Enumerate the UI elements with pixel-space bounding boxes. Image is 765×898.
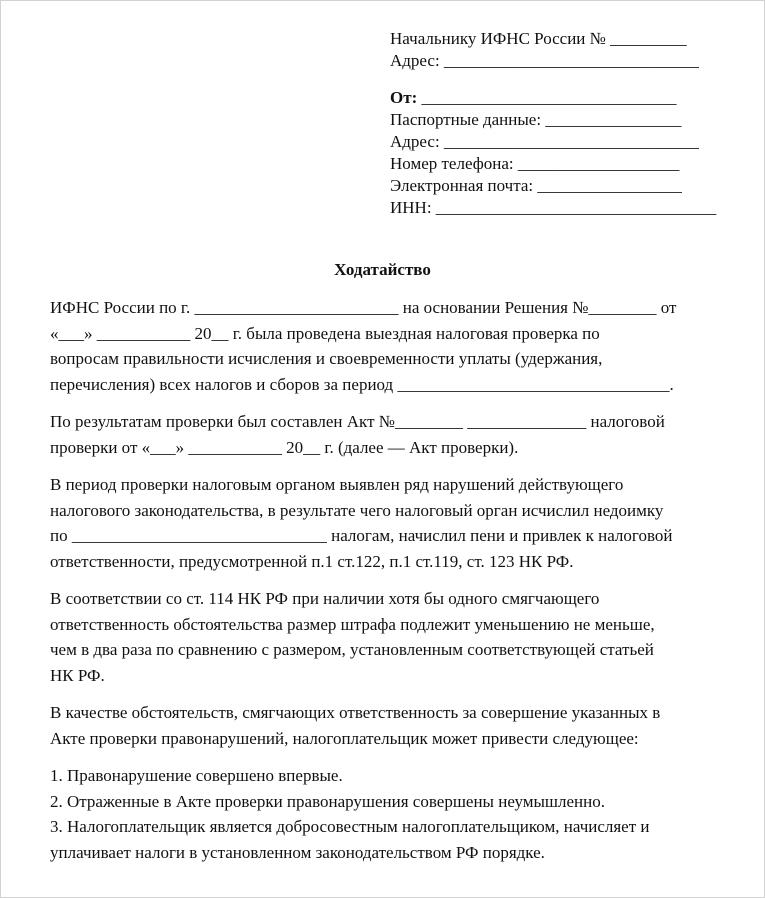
text-segment: налоговой <box>590 412 665 431</box>
paragraph-violations <box>50 472 734 574</box>
addressee-address-line: Адрес: ______________________________ <box>390 51 699 70</box>
list-item-continuation: уплачивает налоги в установленном законодательством РФ порядке. <box>50 842 545 862</box>
addressee-line: Начальнику ИФНС России № _________ <box>390 29 687 48</box>
text-line <box>50 523 734 549</box>
text-line: чем в два раза по сравнению с размером, установленным соответствующей статьей <box>50 640 654 659</box>
text-line: перечисления) всех налогов и сборов за период ________________________________. <box>50 374 674 394</box>
text-line: проверки от «___» ___________ 20__ г. (далее — Акт проверки). <box>50 437 519 457</box>
text-line: В соответствии со ст. 114 НК РФ при наличии хотя бы одного смягчающего <box>50 589 600 608</box>
text-line: В качестве обстоятельств, смягчающих ответственность за совершение указанных в <box>50 703 661 722</box>
text-line: ответственности, предусмотренной п.1 ст.122, п.1 ст.119, ст. 123 НК РФ. <box>50 551 574 571</box>
list-item: 2. Отраженные в Акте проверки правонарушения совершены неумышленно. <box>50 791 605 811</box>
paragraph-mitigating-intro <box>50 700 734 751</box>
text-segment: на основании Решения №________ <box>402 298 657 317</box>
sender-line <box>390 87 735 109</box>
list-item: 1. Правонарушение совершено впервые. <box>50 766 343 785</box>
text-line: НК РФ. <box>50 665 105 685</box>
inn-line: ИНН: _________________________________ <box>390 198 717 217</box>
text-line: ответственность обстоятельства размер штрафа подлежит уменьшению не меньше, <box>50 614 655 634</box>
addressee-block <box>390 28 735 219</box>
text-line <box>50 409 734 435</box>
text-segment: от <box>660 298 677 317</box>
text-segment: ______________ <box>467 412 587 431</box>
spacer <box>390 72 735 87</box>
email-line: Электронная почта: _________________ <box>390 176 682 195</box>
passport-line: Паспортные данные: ________________ <box>390 110 682 129</box>
phone-line: Номер телефона: ___________________ <box>390 154 680 173</box>
list-item: 3. Налогоплательщик является добросовестным налогоплательщиком, начисляет и <box>50 817 650 836</box>
paragraph-audit-act <box>50 409 734 460</box>
mitigating-circumstances-list <box>50 763 734 865</box>
text-segment: налогам, начислил пени и привлек к налоговой <box>331 526 673 545</box>
paragraph-article-114 <box>50 586 734 688</box>
document-body <box>50 295 734 865</box>
document-title: Ходатайство <box>334 260 431 279</box>
paragraph-audit-info <box>50 295 734 397</box>
text-line <box>50 295 734 321</box>
text-line: вопросам правильности исчисления и своевременности уплаты (удержания, <box>50 349 603 368</box>
text-segment: ИФНС России по г. ________________________ <box>50 298 399 317</box>
text-segment: По результатам проверки был составлен Акт №________ <box>50 412 463 431</box>
sender-blank: ______________________________ <box>417 88 677 107</box>
text-line: Акте проверки правонарушений, налогоплательщик может привести следующее: <box>50 728 639 748</box>
sender-label: От: <box>390 88 418 107</box>
text-line: «___» ___________ 20__ г. была проведена выездная налоговая проверка по <box>50 323 600 343</box>
text-line: налогового законодательства, в результате чего налоговый орган исчислил недоимку <box>50 500 664 520</box>
text-segment: по ______________________________ <box>50 526 327 545</box>
text-line: В период проверки налоговым органом выявлен ряд нарушений действующего <box>50 475 624 494</box>
sender-address-line: Адрес: ______________________________ <box>390 132 699 151</box>
